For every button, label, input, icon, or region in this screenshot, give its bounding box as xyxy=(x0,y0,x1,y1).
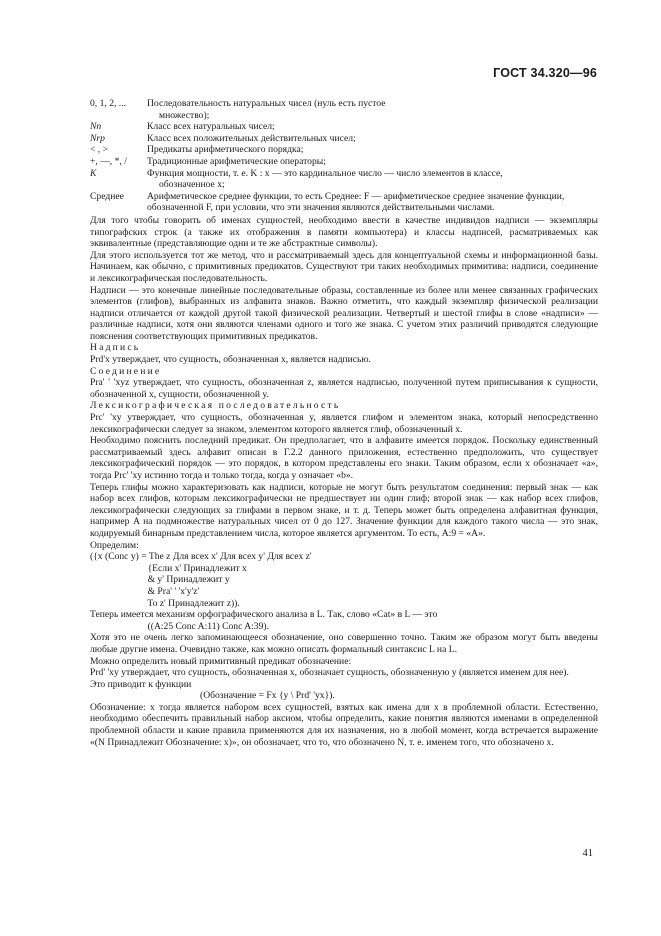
standard-header: ГОСТ 34.320—96 xyxy=(493,66,597,80)
definition-item xyxy=(90,133,598,145)
formula-line: To z' Принадлежит z)). xyxy=(90,597,240,609)
definition-symbol: K xyxy=(90,167,97,179)
formula-line: (Обозначение = Fx {y \ Prd' 'yx}). xyxy=(200,690,335,702)
section-heading: Надпись xyxy=(90,342,141,354)
paragraph: Хотя это не очень легко запоминающееся обозначение, оно совершенно точно. Таким же образом могут быть введены любые другие имена. Очевидно также, как можно описать формальный синтаксис L на L. xyxy=(90,632,598,655)
definition-symbol: Nrp xyxy=(90,132,105,144)
paragraph: Для этого используется тот же метод, что и рассматриваемый здесь для концептуальной схемы и информационной базы. Начинаем, как обычно, с примитивных предикатов. Существуют три таких необходимых примитива: надписи, соединение и лексикографическая последовательность. xyxy=(90,249,598,284)
page-number: 41 xyxy=(582,848,593,859)
definition-text: Предикаты арифметического порядка; xyxy=(147,144,304,156)
definition-item xyxy=(90,156,598,168)
definition-symbol: < , > xyxy=(90,144,109,156)
section-heading: Соединение xyxy=(90,365,162,377)
paragraph: Prd'x утверждает, что сущность, обозначенная x, является надписью. xyxy=(90,354,371,366)
paragraph: Необходимо пояснить последний предикат. Он предполагает, что в алфавите имеется порядок. Поскольку единственный рассматриваемый здесь алфавит описан в Г.2.2 данного приложения, естественно предположить, что существует лексикографический порядок — это порядок, в котором представлены его знаки. Таким образом, если x обозначает «a», тогда Prc' 'xy истинно тогда и только тогда, когда y означает «b». xyxy=(90,435,598,481)
definition-symbol: Nn xyxy=(90,121,102,133)
definition-item xyxy=(90,191,598,214)
paragraph: Для того чтобы говорить об именах сущностей, необходимо ввести в качестве индивидов надписи — экземпляры типографских строк (а также их отображения в памяти компьютера) и классы надписей, расматриваемых как эквивалентные (представляющие одни и те же абстрактные символы). xyxy=(90,214,598,250)
formula-line: & y' Принадлежит y xyxy=(90,574,230,586)
formula-line: Теперь имеется механизм орфографического анализа в L. Так, слово «Cat» в L — это xyxy=(90,609,438,621)
definition-text: Последовательность натуральных чисел (нуль есть пустое множество); xyxy=(147,98,386,121)
definition-item xyxy=(90,121,598,133)
paragraph: Pra' ' 'xyz утверждает, что сущность, обозначенная z, является надписью, полученной путем приписывания к сущности, обозначенной x, сущности, обозначенной y. xyxy=(90,377,598,400)
definition-text: Функция мощности, т. е. K : x — это кардинальное число — число элементов в классе, обозначенное x; xyxy=(147,167,503,191)
formula-line: & Pra' ' 'x'y'z' xyxy=(90,585,200,597)
paragraph: Определим: xyxy=(90,539,139,551)
definition-item xyxy=(90,98,598,121)
paragraph: Prc' 'xy утверждает, что сущность, обозначенная y, является глифом и элементом знака, который непосредственно лексикографически следует за знаком, элементом которого является глиф, обозначенный x. xyxy=(90,412,598,435)
definition-symbol: Среднее xyxy=(90,190,124,202)
definitions-list xyxy=(90,98,598,214)
definition-text: Класс всех натуральных чисел; xyxy=(147,121,275,133)
definition-symbol: 0, 1, 2, ... xyxy=(90,98,126,109)
paragraph: Теперь глифы можно характеризовать как надписи, которые не могут быть результатом соединения: первый знак — как набор всех глифов, которым лексикографически не предшествует ни один глиф; второй знак — как набор всех глифов, лексикографически следующих за глифами в первом знаке, и т. д. Теперь может быть определена алфавитная функция, например A на подмножестве натуральных чисел от 0 до 127. Значение функции для каждого такого числа — это знак, кодируемый бинарным представлением числа, которое является аргументом. То есть, A:9 = «A». xyxy=(90,481,598,539)
paragraph: Обозначение: x тогда является набором всех сущностей, взятых как имена для x в проблемной области. Естественно, необходимо обеспечить правильный набор аксиом, чтобы определить, какие понятия являются именами в определенной проблемной области и какие правила применяются для их назначения, но в любой момент, когда встречается выражение «(N Принадлежит Обозначение: x)», он обозначает, что то, что обозначено N, т. е. именем того, что обозначено x. xyxy=(90,701,598,748)
definition-text: Класс всех положительных действительных чисел; xyxy=(147,132,356,144)
formula-block xyxy=(90,551,598,632)
formula-line: ((A:25 Conc A:11) Conc A:39). xyxy=(90,620,269,632)
definition-symbol: +, —, *, / xyxy=(90,155,127,167)
paragraph: Можно определить новый примитивный предикат обозначение: xyxy=(90,655,352,667)
definition-text: Арифметическое среднее функции, то есть Среднее: F — арифметическое среднее значение функции, обозначенной F, при условии, что эти значения являются действительными числами. xyxy=(147,190,565,214)
definition-item xyxy=(90,168,598,191)
formula-line: {Если x' Принадлежит x xyxy=(90,562,247,574)
formula-line: ({x (Conc y) = The z Для всех x' Для всех y' Для всех z' xyxy=(90,551,312,563)
page-body xyxy=(90,98,598,748)
paragraph: Prd' 'xy утверждает, что сущность, обозначенная x, обозначает сущность, обозначенную y (является именем для нее). xyxy=(90,667,569,679)
paragraph: Это приводит к функции xyxy=(90,678,192,690)
section-heading: Лексикографическая последовательность xyxy=(90,400,341,412)
paragraph: Надписи — это конечные линейные последовательные образы, составленные из более или менее связанных графических элементов (глифов), выбранных из алфавита знаков. Важно отметить, что каждый экземпляр физической реализации надписи отличается от каждой другой такой физической реализации. Четвертый и шестой глифы в слове «надписи» — различные надписи, хотя они являются членами одного и того же знака. С учетом этих различий приводятся следующие пояснения соответствующих примитивных предикатов. xyxy=(90,284,598,342)
definition-text: Традиционные арифметические операторы; xyxy=(147,155,326,167)
definition-item xyxy=(90,144,598,156)
